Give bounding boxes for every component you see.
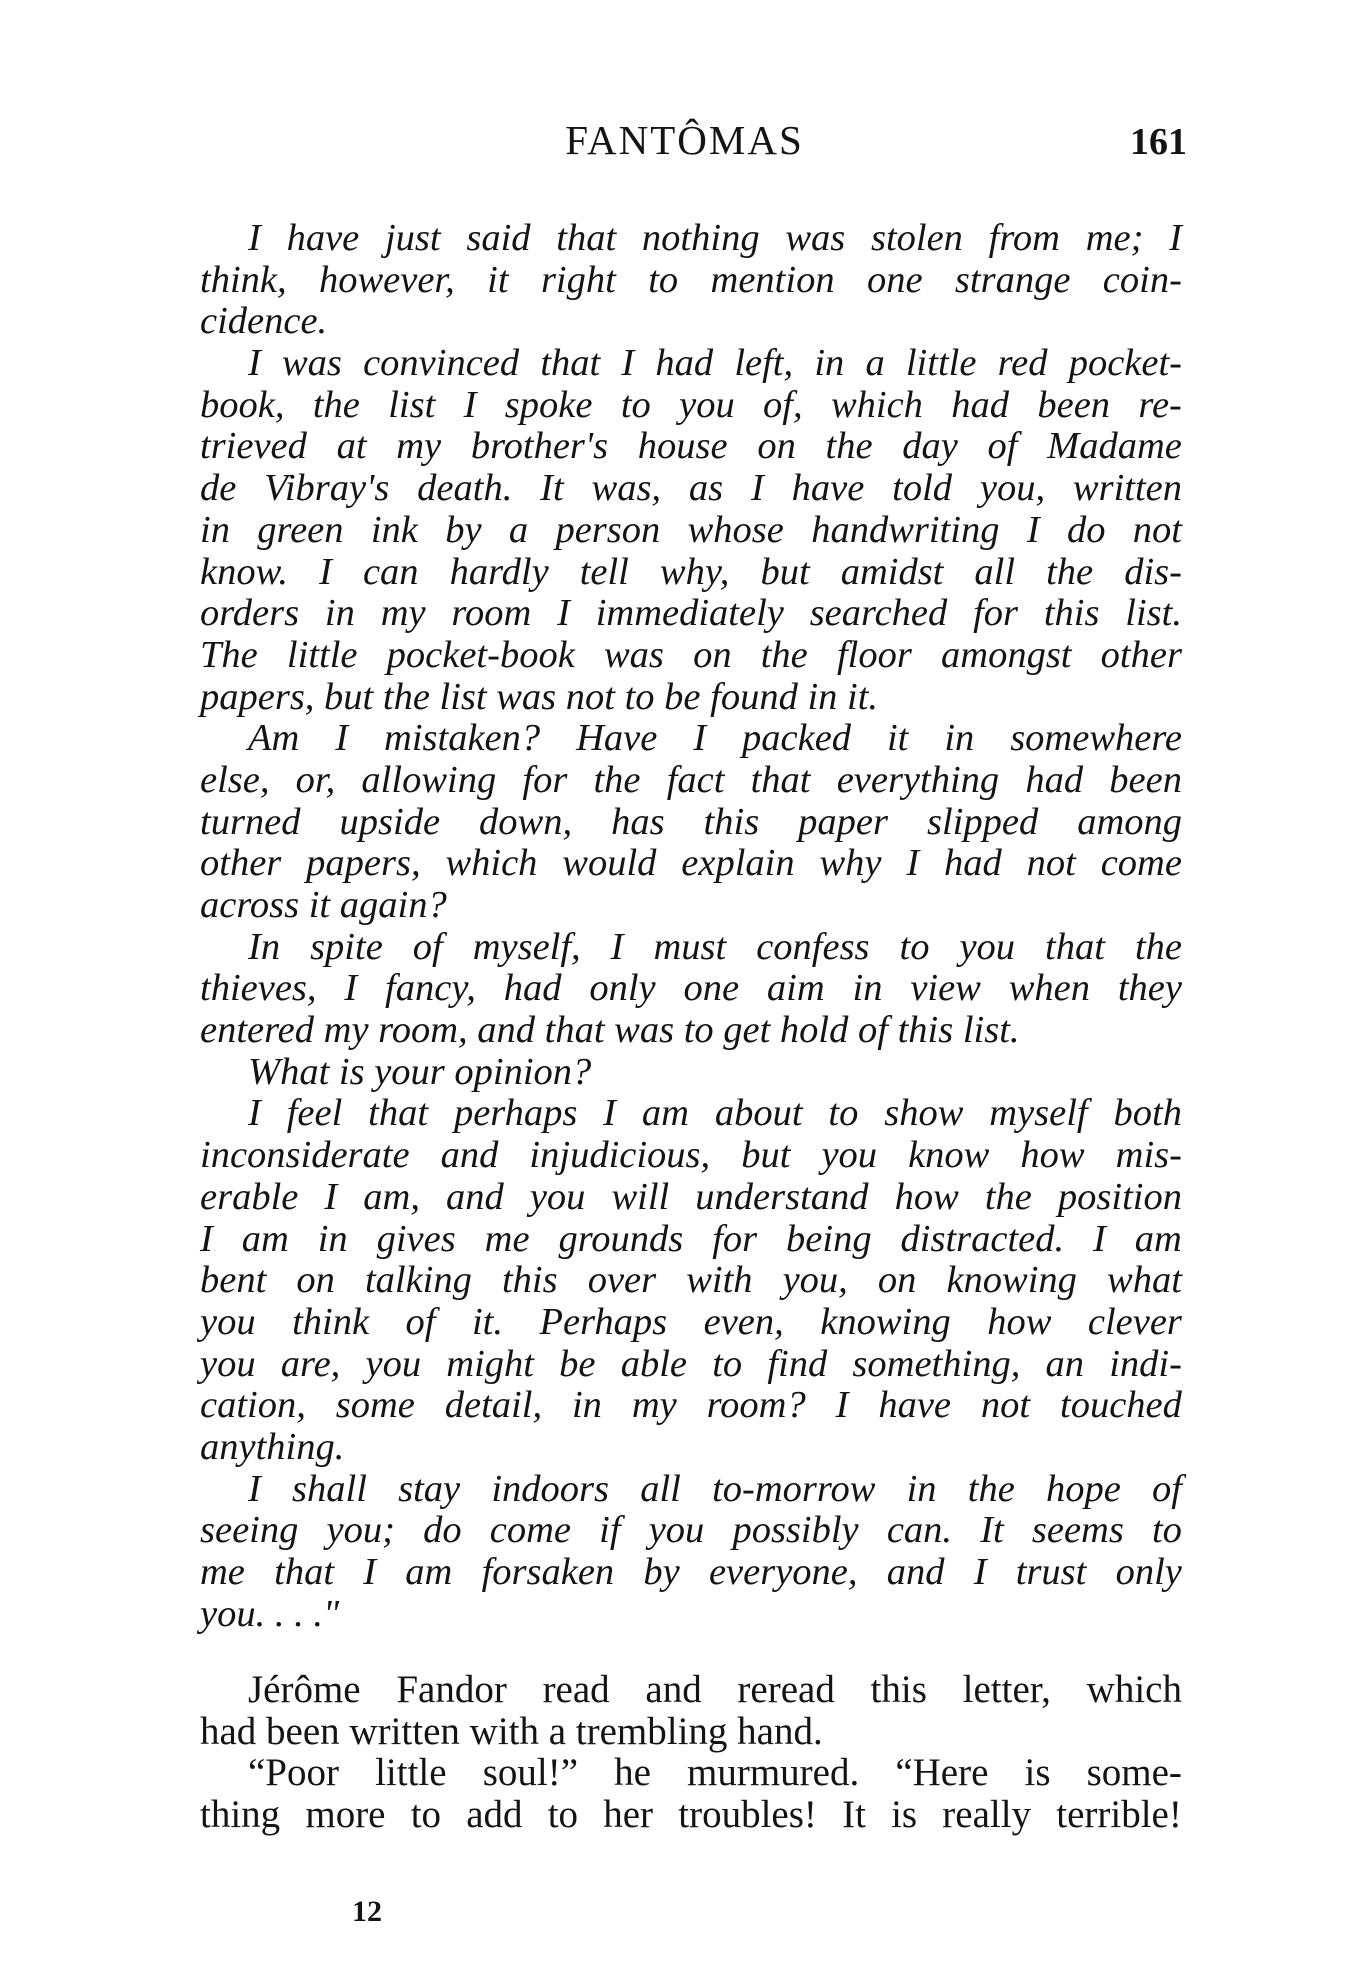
text-line: I have just said that nothing was stolen from me; I	[248, 217, 1182, 259]
page-header	[0, 116, 1369, 176]
text-line: Jérôme Fandor read and reread this letter, which	[248, 1668, 1182, 1711]
text-line: orders in my room I immediately searched for this list.	[200, 592, 1182, 635]
text-line: de Vibray's death. It was, as I have told you, written	[200, 467, 1182, 510]
text-line: bent on talking this over with you, on knowing what	[200, 1259, 1182, 1302]
text-line: The little pocket-book was on the floor amongst other	[200, 633, 1182, 676]
text-line: me that I am forsaken by everyone, and I trust only	[200, 1551, 1182, 1593]
text-line: think, however, it right to mention one strange coin-	[200, 258, 1182, 301]
signature-mark: 12	[352, 1895, 382, 1928]
text-line: thing more to add to her troubles! It is really terrible!	[200, 1792, 1182, 1836]
text-line: cidence.	[200, 300, 328, 343]
letter-text	[200, 218, 1182, 1635]
text-line: In spite of myself, I must confess to you that the	[248, 925, 1182, 968]
text-line: What is your opinion?	[248, 1050, 592, 1093]
text-line: else, or, allowing for the fact that everything had been	[200, 758, 1182, 801]
text-line: inconsiderate and injudicious, but you know how mis-	[200, 1134, 1182, 1177]
text-line: I feel that perhaps I am about to show myself both	[248, 1092, 1182, 1135]
text-line: I am in gives me grounds for being distracted. I am	[200, 1217, 1182, 1260]
text-line: trieved at my brother's house on the day of Madame	[200, 425, 1182, 468]
narrative-text	[200, 1669, 1182, 1835]
text-line: cation, some detail, in my room? I have not touched	[200, 1384, 1182, 1427]
text-line: you are, you might be able to find something, an indi-	[200, 1342, 1182, 1385]
text-line: had been written with a trembling hand.	[200, 1709, 823, 1753]
text-line: other papers, which would explain why I had not come	[200, 842, 1182, 885]
text-line: in green ink by a person whose handwriting I do not	[200, 508, 1182, 551]
text-line: know. I can hardly tell why, but amidst all the dis-	[200, 550, 1182, 593]
page-number: 161	[1130, 121, 1187, 163]
text-line: thieves, I fancy, had only one aim in view when they	[200, 967, 1182, 1010]
text-line: turned upside down, has this paper slipped among	[200, 800, 1182, 843]
text-line: papers, but the list was not to be found in it.	[200, 675, 879, 718]
text-line: Am I mistaken? Have I packed it in somewhere	[248, 717, 1182, 760]
running-title: FANTÔMAS	[565, 117, 804, 163]
text-line: I shall stay indoors all to-morrow in the hope of	[248, 1467, 1182, 1510]
text-line: seeing you; do come if you possibly can. It seems to	[200, 1509, 1182, 1552]
text-line: entered my room, and that was to get hold of this list.	[200, 1009, 1020, 1052]
text-line: “Poor little soul!” he murmured. “Here is some-	[248, 1751, 1182, 1794]
text-line: book, the list I spoke to you of, which had been re-	[200, 383, 1182, 426]
text-line: across it again?	[200, 884, 447, 926]
text-line: anything.	[200, 1425, 345, 1468]
text-line: erable I am, and you will understand how the position	[200, 1175, 1182, 1218]
text-line: you. . . ."	[200, 1592, 340, 1635]
text-line: you think of it. Perhaps even, knowing how clever	[200, 1300, 1182, 1343]
text-line: I was convinced that I had left, in a little red pocket-	[248, 342, 1182, 385]
